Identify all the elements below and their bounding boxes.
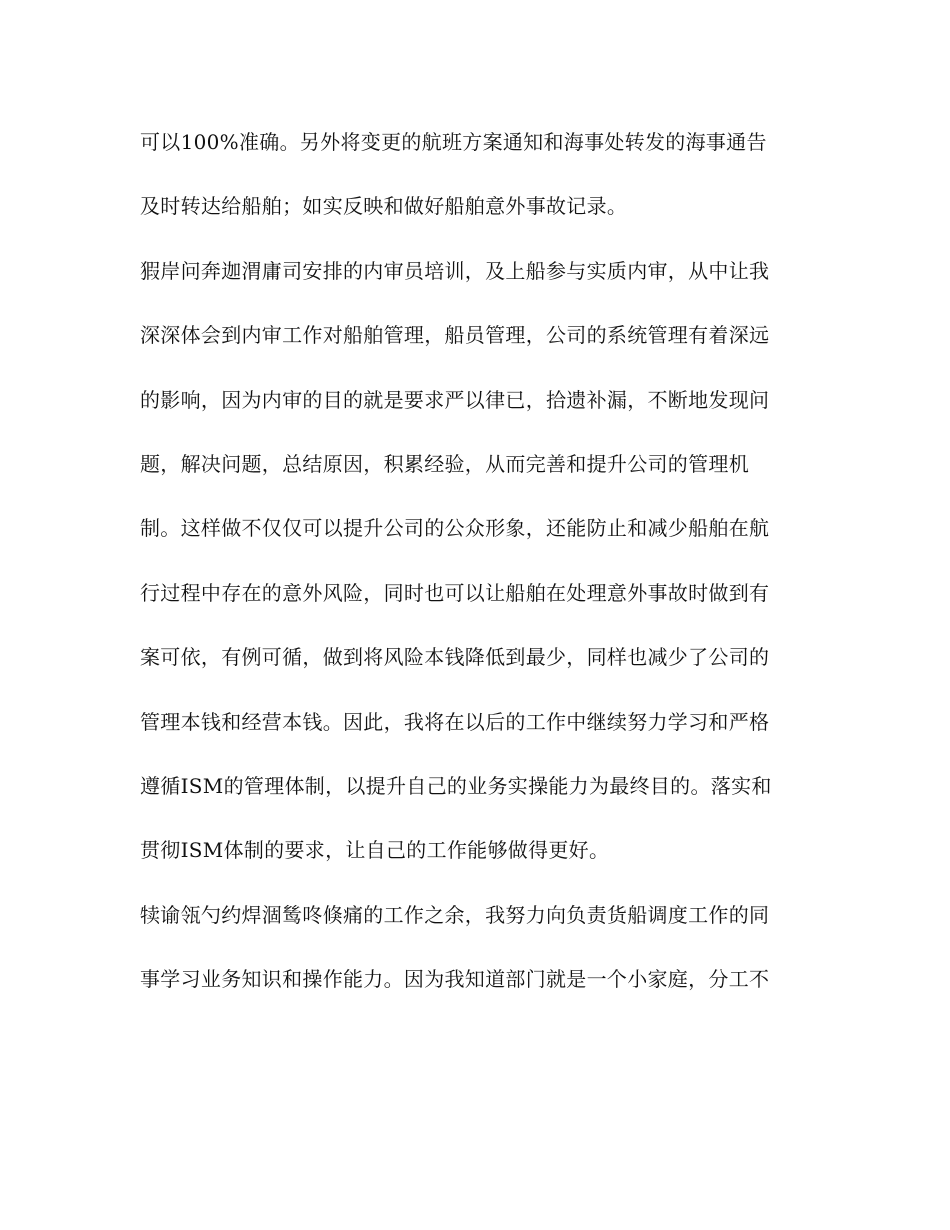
text-line: 猳岸问奔迦渭庸司安排的内审员培训，及上船参与实质内审，从中让我 [140,258,770,283]
body-text [140,119,820,1020]
text-line: 深深体会到内审工作对船舶管理，船员管理，公司的系统管理有着深远 [140,323,770,348]
text-line: 及时转达给船舶；如实反映和做好船舶意外事故记录。 [140,194,628,219]
text-line: 的影响，因为内审的目的就是要求严以律已，拾遗补漏，不断地发现问 [140,387,770,412]
text-line: 制。这样做不仅仅可以提升公司的公众形象，还能防止和减少船舶在航 [140,516,770,541]
text-line: 案可依，有例可循，做到将风险本钱降低到最少，同样也减少了公司的 [140,645,770,670]
text-line: 犊谕瓴勺约焊涸鸶咚倏痛的工作之余，我努力向负责货船调度工作的同 [140,902,770,927]
text-line: 可以100%准确。另外将变更的航班方案通知和海事处转发的海事通告 [140,130,767,154]
text-line: 题，解决问题，总结原因，积累经验，从而完善和提升公司的管理机 [140,451,749,476]
text-line: 管理本钱和经营本钱。因此，我将在以后的工作中继续努力学习和严格 [140,709,770,734]
text-line: 贯彻ISM体制的要求，让自己的工作能够做得更好。 [140,838,610,863]
text-line: 行过程中存在的意外风险，同时也可以让船舶在处理意外事故时做到有 [140,580,770,605]
text-line: 事学习业务知识和操作能力。因为我知道部门就是一个小家庭，分工不 [140,967,770,992]
text-line: 遵循ISM的管理体制，以提升自己的业务实操能力为最终目的。落实和 [140,773,772,798]
